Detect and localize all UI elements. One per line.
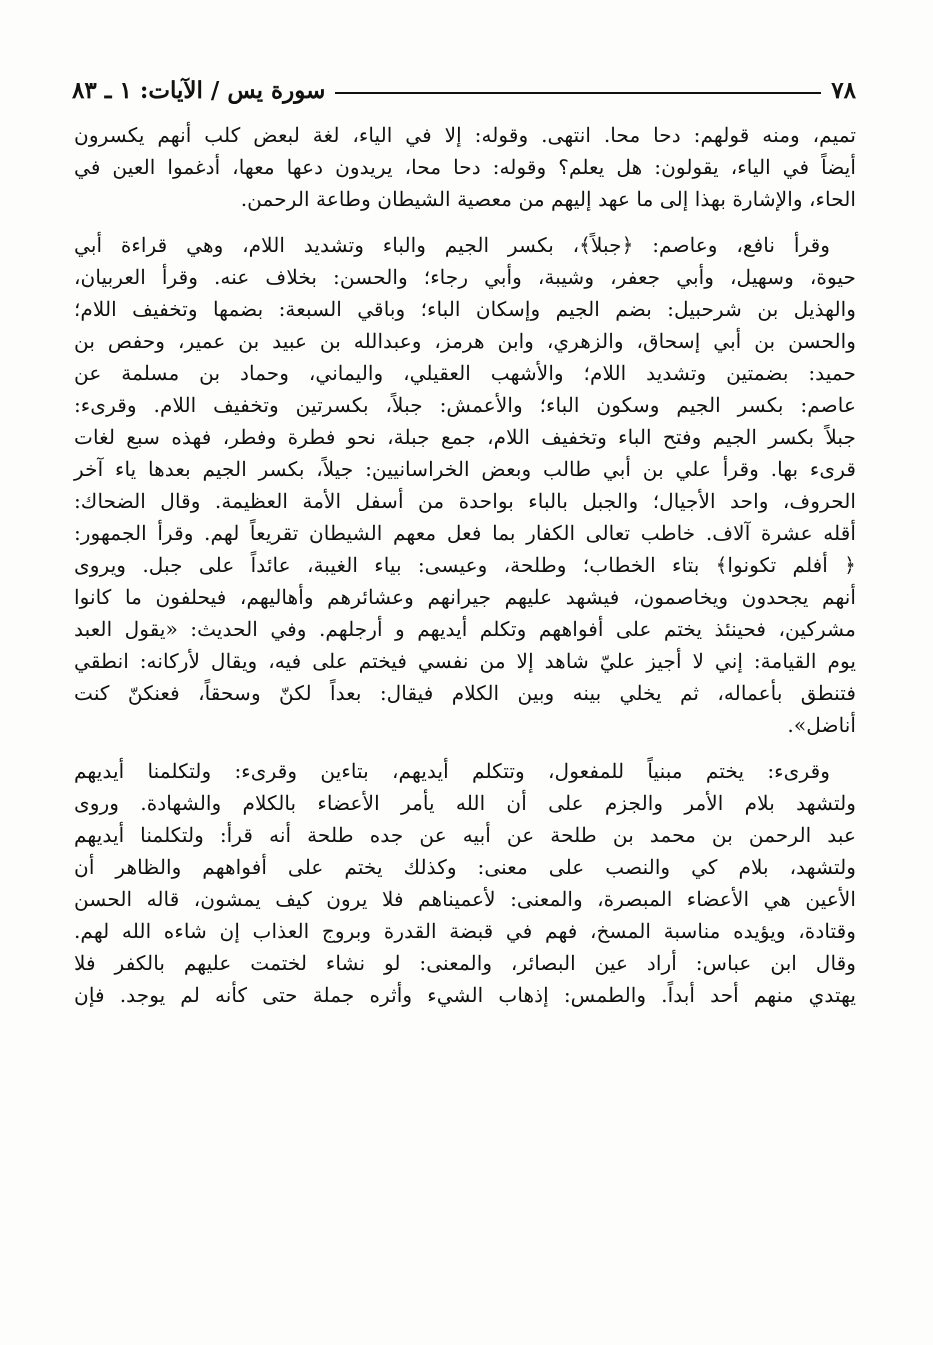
text-line: حيوة، وسهيل، وأبي جعفر، وشيبة، وأبي رجاء؛ والحسن: بخلاف عنه. وقرأ العربيان، — [74, 265, 856, 289]
paragraph-3 — [74, 755, 856, 1011]
text-line: أنهم يجحدون ويخاصمون، فيشهد عليهم جيرانهم وعشائرهم وأهاليهم، فيحلفون ما كانوا — [74, 585, 856, 609]
text-line: الأعين هي الأعضاء المبصرة، والمعنى: لأعميناهم فلا يرون كيف يمشون، قاله الحسن — [74, 887, 856, 911]
text-line: الحروف، واحد الأجيال؛ والجبل بالباء بواحدة من أسفل الأمة العظيمة. وقال الضحاك: — [74, 489, 856, 513]
text-line: وقال ابن عباس: أراد عين البصائر، والمعنى: لو نشاء لختمت عليهم بالكفر فلا — [74, 951, 856, 975]
text-line: حميد: بضمتين وتشديد اللام؛ والأشهب العقيلي، واليماني، وحماد بن مسلمة عن — [74, 361, 856, 385]
paragraph-2 — [74, 229, 856, 741]
text-line: أيضاً في الياء، يقولون: هل يعلم؟ وقوله: دحا محا، يريدون دعها معها، أدغموا العين في — [74, 155, 856, 179]
text-line: والحسن بن أبي إسحاق، والزهري، وابن هرمز، وعبدالله بن عبيد بن عمير، وحفص بن — [74, 329, 856, 353]
text-line: يهتدي منهم أحد أبداً. والطمس: إذهاب الشيء وأثره جملة حتى كأنه لم يوجد. فإن — [74, 983, 856, 1007]
text-line: مشركين، فحينئذ يختم على أفواههم وتكلم أيديهم و أرجلهم. وفي الحديث: «يقول العبد — [74, 617, 856, 641]
text-line: يوم القيامة: إني لا أجيز عليّ شاهد إلا من نفسي فيختم على فيه، ويقال لأركانه: انطقي — [74, 649, 856, 673]
text-line: وقتادة، ويؤيده مناسبة المسخ، فهم في قبضة القدرة وبروج العذاب إن شاءه الله لهم. — [74, 919, 856, 943]
text-line: تميم، ومنه قولهم: دحا محا. انتهى. وقوله: إلا في الياء، لغة لبعض كلب أنهم يكسرون — [74, 123, 856, 147]
running-title: سورة يس / الآيات: ١ ـ ٨٣ — [72, 76, 326, 104]
page-number: ٧٨ — [831, 76, 856, 104]
page-header — [72, 70, 856, 110]
text-line: عبد الرحمن بن محمد بن طلحة عن أبيه عن جده طلحة أنه قرأ: ولتكلمنا أيديهم — [74, 823, 856, 847]
text-line: أناضل». — [787, 713, 856, 737]
text-line: ﴿ أفلم تكونوا﴾ بتاء الخطاب؛ وطلحة، وعيسى: بياء الغيبة، عائداً على جبل. ويروى — [74, 553, 856, 577]
text-line: وقرىء: يختم مبنياً للمفعول، وتتكلم أيديهم، بتاءين وقرىء: ولتكلمنا أيديهم — [74, 759, 830, 783]
header-rule — [335, 92, 821, 94]
text-line: فتنطق بأعماله، ثم يخلي بينه وبين الكلام فيقال: بعداً لكنّ وسحقاً، فعنكنّ كنت — [74, 681, 856, 705]
text-line: جبلاً بكسر الجيم وفتح الباء وتخفيف اللام، جمع جبلة، نحو فطرة وفطر، فهذه سبع لغات — [74, 425, 856, 449]
text-line: وقرأ نافع، وعاصم: ﴿جبلاً﴾، بكسر الجيم والباء وتشديد اللام، وهي قراءة أبي — [74, 233, 830, 257]
text-line: قرىء بها. وقرأ علي بن أبي طالب وبعض الخراسانيين: جيلاً، بكسر الجيم بعدها ياء آخر — [74, 457, 856, 481]
text-line: أقله عشرة آلاف. خاطب تعالى الكفار بما فعل معهم الشيطان تقريعاً لهم. وقرأ الجمهور: — [74, 521, 856, 545]
text-line: الحاء، والإشارة بهذا إلى ما عهد إليهم من معصية الشيطان وطاعة الرحمن. — [240, 187, 856, 211]
paragraph-1 — [74, 119, 856, 215]
body-text — [74, 119, 856, 1011]
text-line: والهذيل بن شرحبيل: بضم الجيم وإسكان الباء؛ وباقي السبعة: بضمها وتخفيف اللام؛ — [74, 297, 856, 321]
text-line: ولتشهد، بلام كي والنصب على معنى: وكذلك يختم على أفواههم والظاهر أن — [74, 855, 856, 879]
text-line: ولتشهد بلام الأمر والجزم على أن الله يأمر الأعضاء بالكلام والشهادة. وروى — [74, 791, 856, 815]
text-line: عاصم: بكسر الجيم وسكون الباء؛ والأعمش: جبلاً، بكسرتين وتخفيف اللام. وقرىء: — [74, 393, 856, 417]
